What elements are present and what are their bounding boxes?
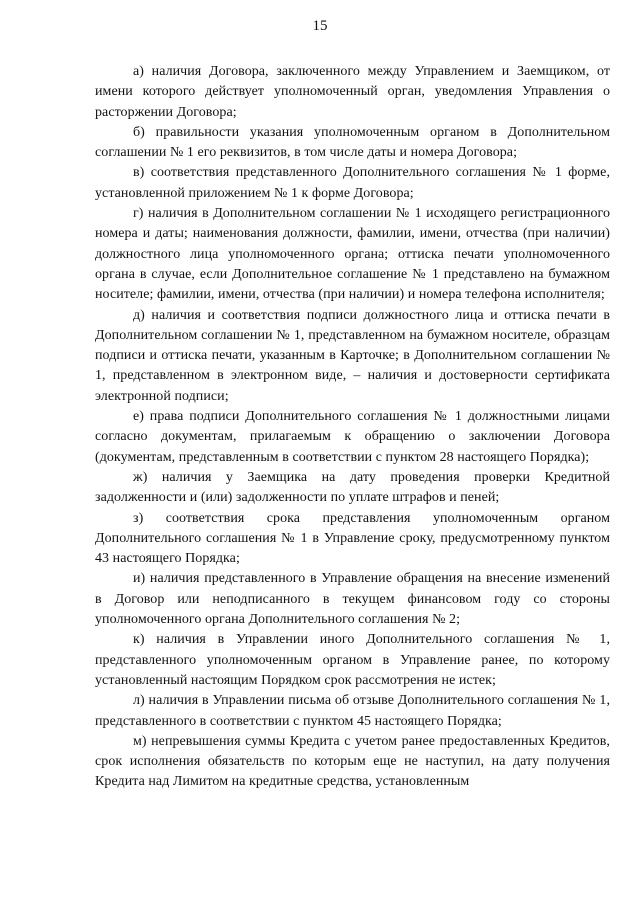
- paragraph-g: г) наличия в Дополнительном соглашении № 1 исходящего регистрационного номера и даты; наименования должности, фамилии, имени, отчества (при наличии) должностного лица уполномоченного органа; оттиска печати уполномоченного органа в случае, если Дополнительное соглашение № 1 представлено на бумажном носителе; фамилии, имени, отчества (при наличии) и номера телефона исполнителя;: [95, 206, 610, 303]
- paragraph-b: б) правильности указания уполномоченным органом в Дополнительном соглашении № 1 его реквизитов, в том числе даты и номера Договора;: [95, 124, 610, 161]
- document-body: [95, 62, 610, 793]
- paragraph-v: в) соответствия представленного Дополнительного соглашения № 1 форме, установленной приложением № 1 к форме Договора;: [95, 165, 610, 201]
- paragraph-l: л) наличия в Управлении письма об отзыве Дополнительного соглашения № 1, представленного в соответствии с пунктом 45 настоящего Порядка;: [95, 693, 610, 729]
- paragraph-z: з) соответствия срока представления уполномоченным органом Дополнительного соглашения № 1 в Управление сроку, предусмотренному пунктом 43 настоящего Порядка;: [95, 510, 610, 567]
- paragraph-zh: ж) наличия у Заемщика на дату проведения проверки Кредитной задолженности и (или) задолженности по уплате штрафов и пеней;: [95, 469, 610, 506]
- paragraph-a: а) наличия Договора, заключенного между Управлением и Заемщиком, от имени которого действует уполномоченный орган, уведомления Управления о расторжении Договора;: [95, 64, 610, 120]
- paragraph-k: к) наличия в Управлении иного Дополнительного соглашения № 1, представленного уполномоченным органом в Управление ранее, по которому установленный настоящим Порядком срок рассмотрения не истек;: [95, 632, 610, 688]
- paragraph-d: д) наличия и соответствия подписи должностного лица и оттиска печати в Дополнительном соглашении № 1, представленном на бумажном носителе, образцам подписи и оттиска печати, указанным в Карточке; в Дополнительном соглашении № 1, представленном в электронном виде, – наличия и достоверности сертификата электронной подписи;: [95, 307, 610, 404]
- page-number: 15: [312, 18, 328, 34]
- paragraph-m: м) непревышения суммы Кредита с учетом ранее предоставленных Кредитов, срок исполнения обязательств по которым еще не наступил, на дату получения Кредита над Лимитом на кредитные средства, установленным: [95, 733, 610, 790]
- paragraph-e: е) права подписи Дополнительного соглашения № 1 должностными лицами согласно документам, прилагаемым к обращению о заключении Договора (документам, представленным в соответствии с пунктом 28 настоящего Порядка);: [95, 409, 610, 465]
- paragraph-i: и) наличия представленного в Управление обращения на внесение изменений в Договор или неподписанного в текущем финансовом году со стороны уполномоченного органа Дополнительного соглашения № 2;: [95, 571, 610, 628]
